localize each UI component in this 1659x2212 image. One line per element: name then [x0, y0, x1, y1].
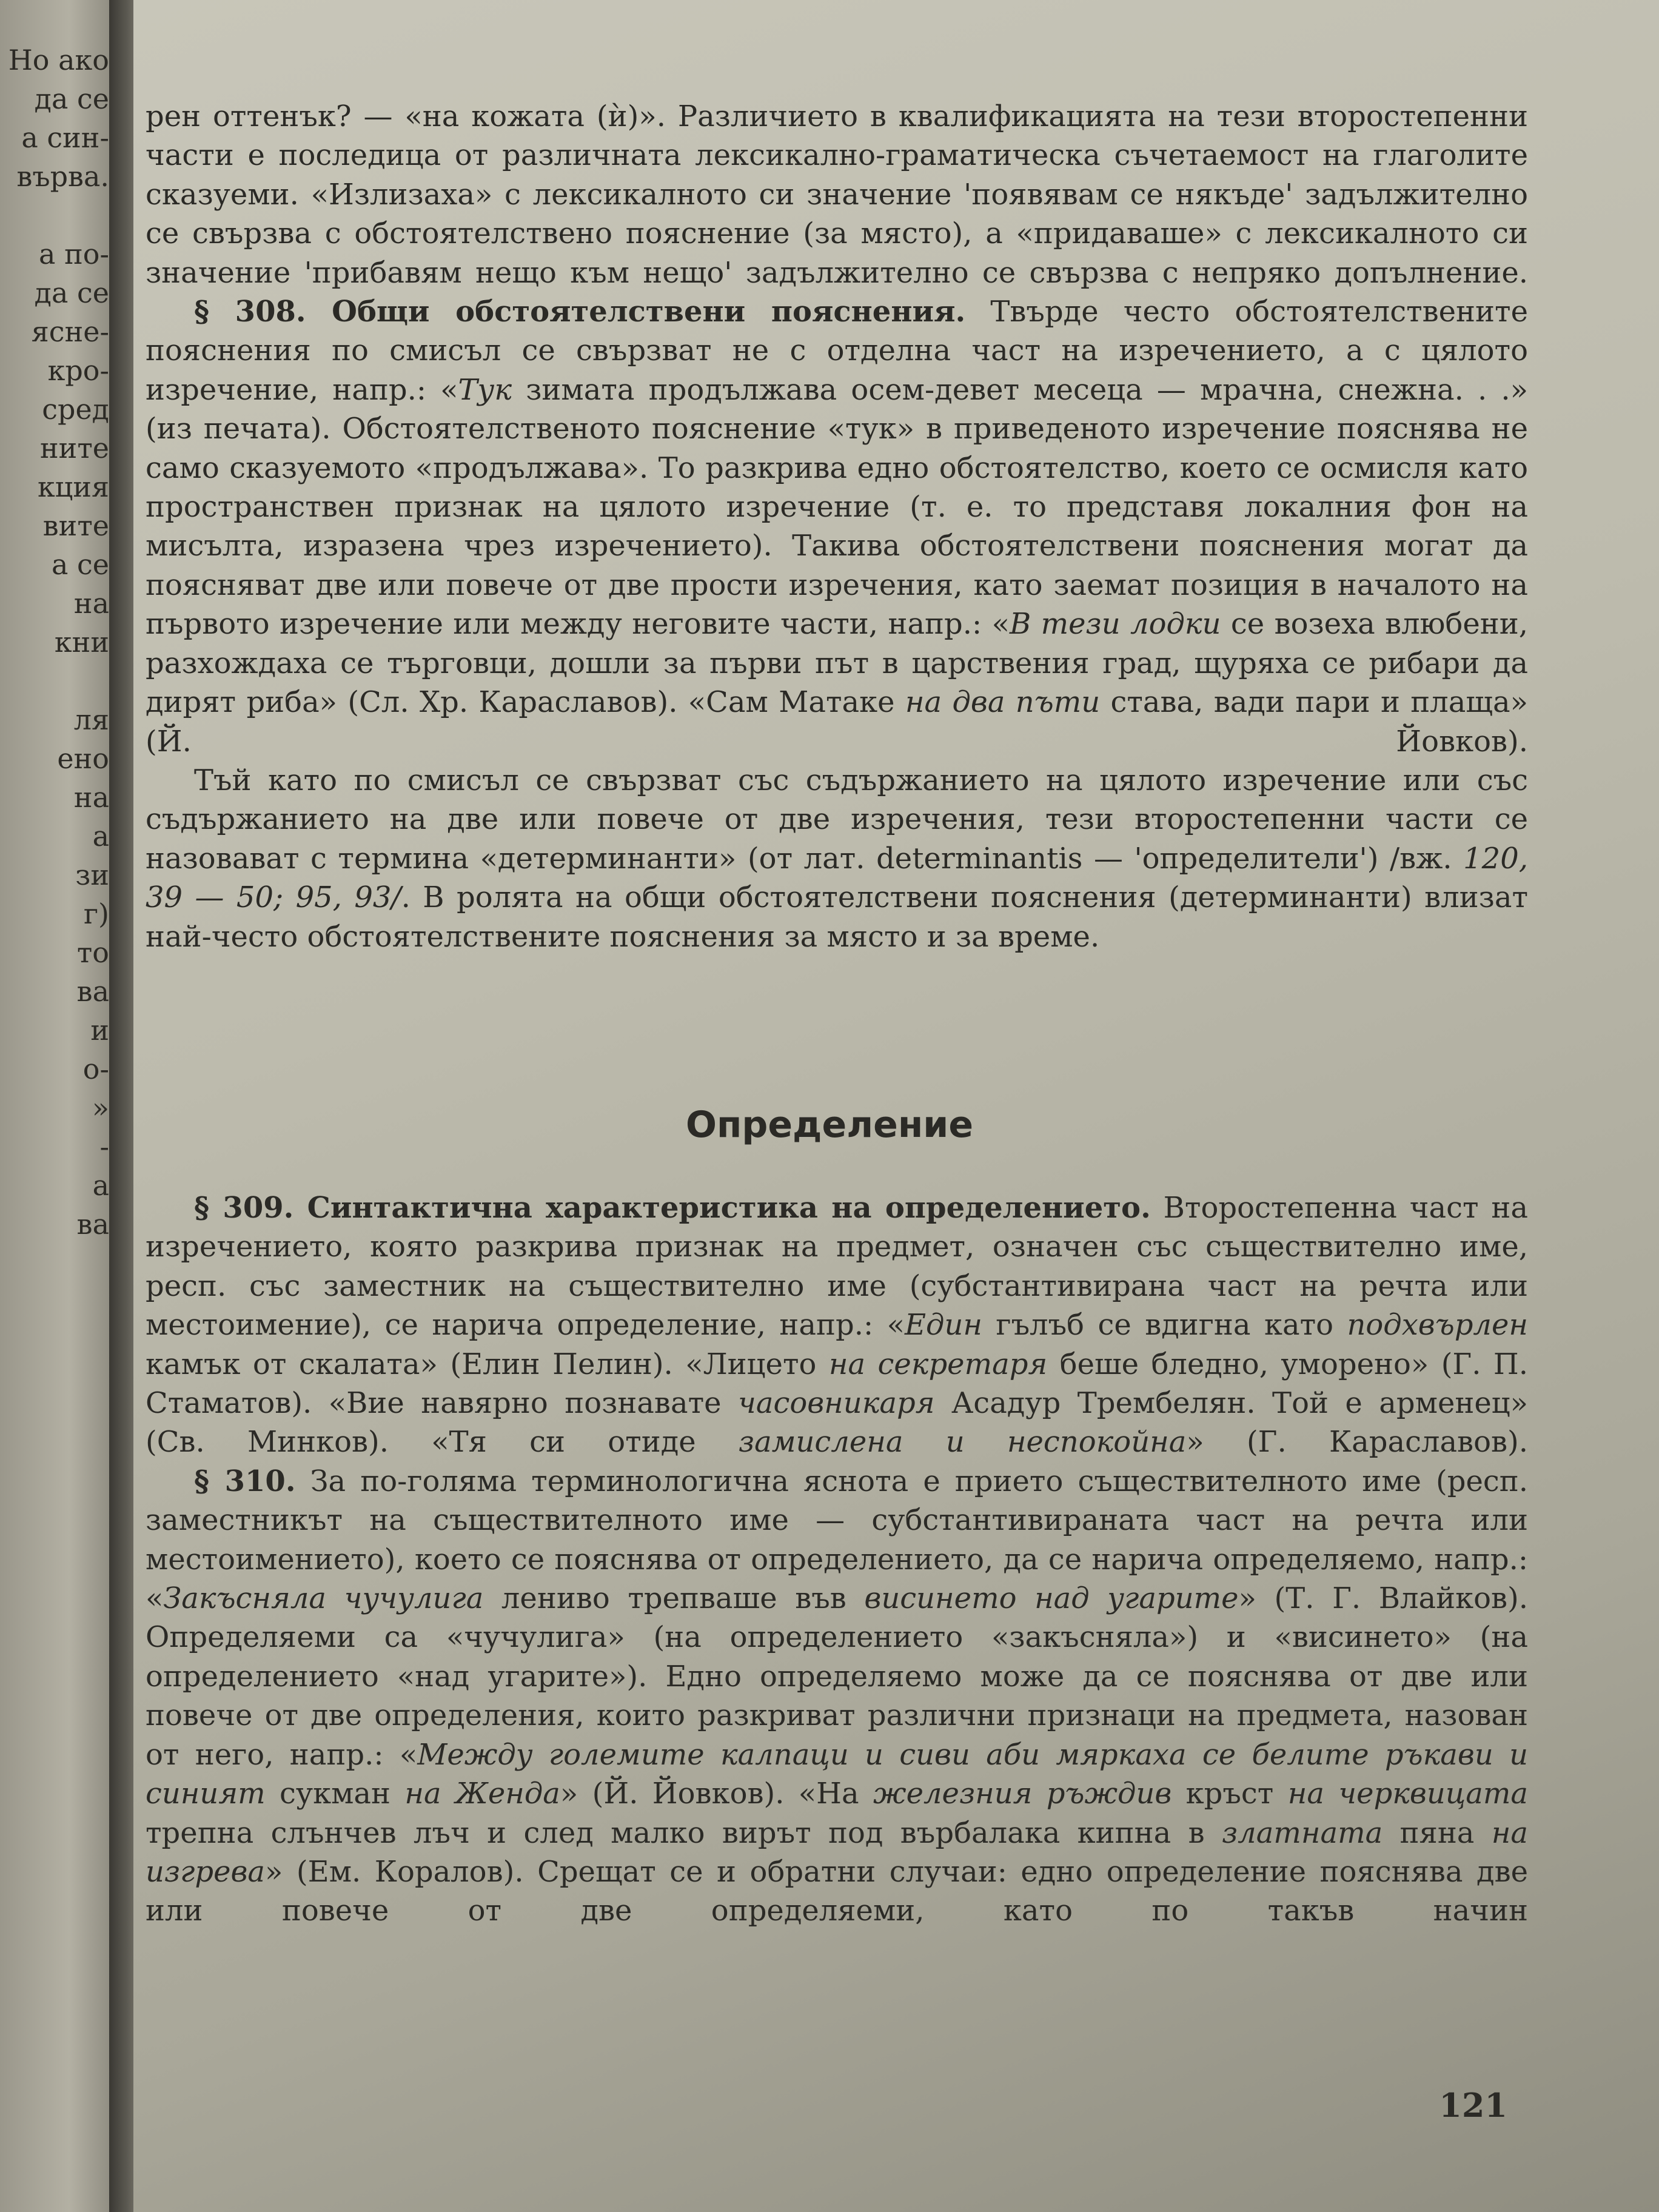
left-page-fragment: кни	[54, 626, 109, 659]
left-page-fragment: вите	[42, 509, 109, 542]
page-number: 121	[1439, 2086, 1507, 2125]
left-page-fragment: а по-	[39, 238, 109, 270]
left-page-fragment: г)	[83, 897, 109, 930]
section-309-title: § 309. Синтактична характеристика на определението.	[194, 1191, 1151, 1225]
left-page-fragment: о-	[82, 1053, 109, 1085]
left-page-fragment: ните	[40, 432, 109, 464]
paragraph-continuation: рен оттенък? — «на кожата (ѝ)». Различието в квалификацията на тези второстепенни части е последица от различната лексикално-граматическа съчетаемост на глаголите сказуеми. «Излизаха» с лексикалното си значение 'появявам се някъде' задължително се свързва с обстоятелствено пояснение (за място), а «придаваше» с лексикалното си значение 'прибавям нещо към нещо' задължително се свързва с непряко допълнение.	[146, 99, 1528, 290]
left-page-fragment: то	[76, 936, 109, 969]
left-page-fragment: ено	[57, 742, 109, 775]
left-page-fragment: ва	[76, 975, 109, 1008]
left-page-fragment: да се	[34, 276, 109, 309]
left-page-fragment: сред	[42, 393, 109, 426]
paragraph-determinants: Тъй като по смисъл се свързват със съдържанието на цялото изречение или със съдържанието на две или повече от две изречения, тези второстепенни части се назовават с термина «детерминанти» (от лат. determinantis — 'определители') /вж. 120, 39 — 50; 95, 93/. В ролята на общи обстоятелствени пояснения (детерминанти) влизат най-често обстоятелствените пояснения за място и за време.	[146, 763, 1528, 954]
section-308-title: § 308. Общи обстоятелствени пояснения.	[194, 295, 966, 329]
left-page-fragment: ясне-	[31, 315, 109, 348]
left-page-fragment: а	[92, 820, 109, 853]
left-page-fragment: на	[73, 587, 109, 620]
left-page-fragment: и	[90, 1014, 109, 1047]
left-page-fragment: да се	[34, 82, 109, 115]
left-page-fragment: Но ако	[8, 44, 109, 76]
bottom-text-block	[146, 1188, 1528, 1931]
left-page-fragment: -	[99, 1130, 109, 1163]
left-page-fragment: а се	[51, 548, 109, 581]
left-page-fragment: върва.	[16, 160, 109, 193]
paragraph-s309: § 309. Синтактична характеристика на определението. Второстепенна част на изречението, която разкрива признак на предмет, означен със съществително име, респ. със заместник на съществително име (субстантивирана част на речта или местоимение), се нарича определение, напр.: «Един гълъб се вдигна като подхвърлен камък от скалата» (Елин Пелин). «Лицето на секретаря беше бледно, уморено» (Г. П. Стаматов). «Вие навярно познавате часовникаря Асадур Трембелян. Той е арменец» (Св. Минков). «Тя си отиде замислена и неспокойна» (Г. Караславов).	[146, 1191, 1529, 1460]
left-page-fragment: на	[73, 781, 109, 814]
left-page-fragment: зи	[75, 859, 109, 891]
left-page-fragment: »	[92, 1091, 109, 1124]
left-page-fragment: а син-	[21, 121, 109, 154]
top-text-block	[146, 97, 1528, 956]
section-heading: Определение	[685, 1104, 974, 1146]
left-page-fragment: а	[92, 1169, 109, 1202]
section-310-title: § 310.	[194, 1464, 296, 1498]
left-page-fragment: кция	[37, 471, 109, 503]
left-page-fragment: ля	[73, 703, 109, 736]
paragraph-s308: § 308. Общи обстоятелствени пояснения. Твърде често обстоятелствените пояснения по смисъл се свързват не с отделна част на изречението, а с цялото изречение, напр.: «Тук зимата продължава осем-девет месеца — мрачна, снежна. . .» (из печата). Обстоятелственото пояснение «тук» в приведеното изречение пояснява не само сказуемото «продължава». То разкрива едно обстоятелство, което се осмисля като пространствен признак на цялото изречение (т. е. то представя локалния фон на мисълта, изразена чрез изречението). Такива обстоятелствени пояснения могат да поясняват две или повече от две прости изречения, като заемат позиция в началото на първото изречение или между неговите части, напр.: «В тези лодки се возеха влюбени, разхождаха се търговци, дошли за първи път в царствения град, щуряха се рибари да дирят риба» (Сл. Хр. Караславов). «Сам Матаке на два пъти става, вади пари и плаща» (Й. Йовков).	[146, 295, 1529, 759]
paragraph-s310: § 310. За по-голяма терминологична яснота е прието съществителното име (респ. заместникът на съществителното име — субстантивираната част на речта или местоимението), което се пояснява от определението, да се нарича определяемо, напр.: «Закъсняла чучулига лениво трепваше във висинето над угарите» (Т. Г. Влайков). Определяеми са «чучулига» (на определението «закъсняла») и «висинето» (на определението «над угарите»). Едно определяемо може да се пояснява от две или повече от две определения, които разкриват различни признаци на предмета, назован от него, напр.: «Между големите калпаци и сиви аби мяркаха се белите ръкави и синият сукман на Женда» (Й. Йовков). «На железния ръждив кръст на черквицата трепна слънчев лъч и след малко вирът под върбалака кипна в златната пяна на изгрева» (Ем. Коралов). Срещат се и обратни случаи: едно определение пояснява две или повече от две определяеми, като по такъв начин	[146, 1464, 1529, 1928]
left-page-fragment: кро-	[47, 354, 109, 387]
left-page-fragment: ва	[76, 1208, 109, 1241]
